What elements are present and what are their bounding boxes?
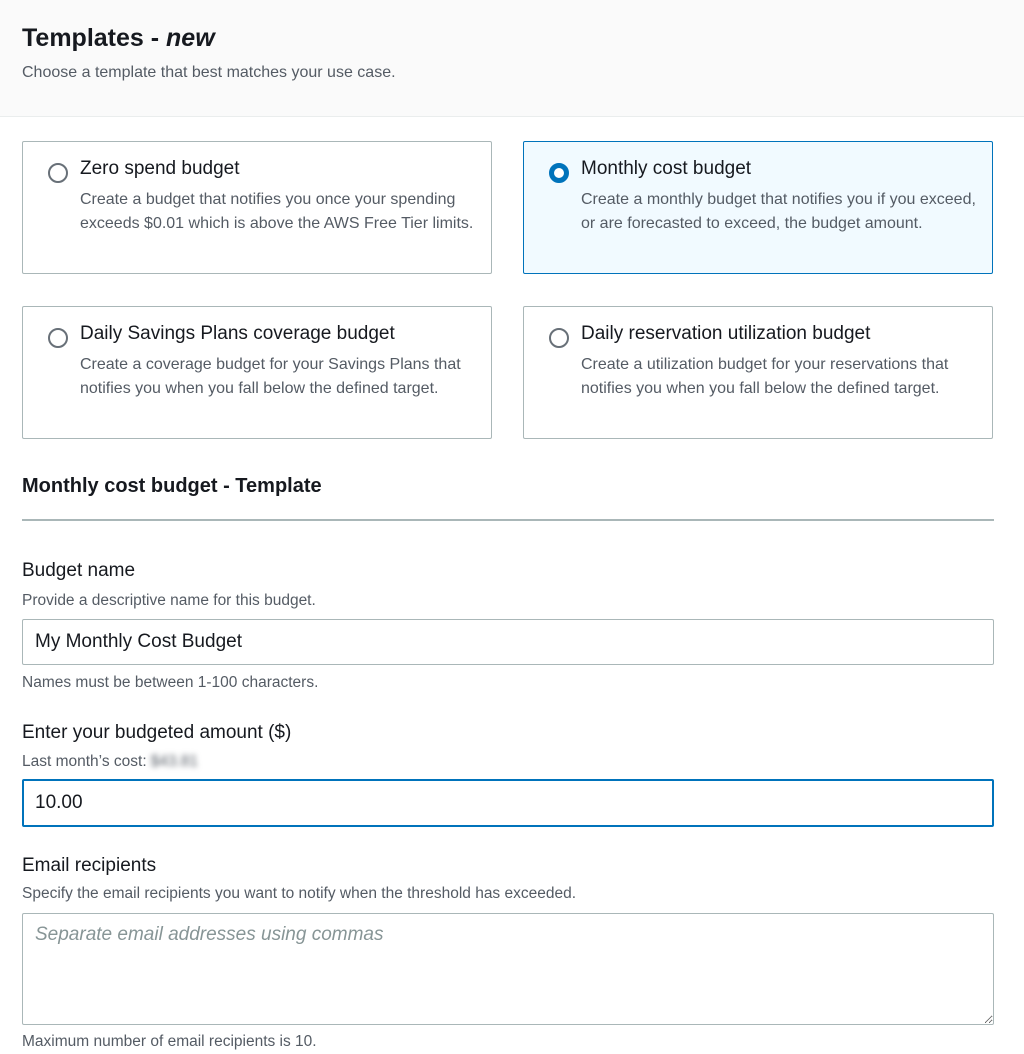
- budget-name-description: Provide a descriptive name for this budget.: [22, 592, 316, 609]
- tile-title: Monthly cost budget: [581, 158, 752, 179]
- last-month-cost: [22, 753, 198, 771]
- email-recipients-constraint: Maximum number of email recipients is 10.: [22, 1033, 317, 1050]
- budget-name-label: Budget name: [22, 560, 136, 581]
- budget-name-input[interactable]: [22, 619, 994, 665]
- template-tile-reservation-utilization[interactable]: [523, 306, 993, 439]
- templates-header: [0, 0, 1024, 117]
- budget-amount-input[interactable]: [22, 779, 994, 827]
- tile-description: Create a monthly budget that notifies you if you exceed, or are forecasted to exceed, the budget amount.: [581, 191, 976, 232]
- email-recipients-description: Specify the email recipients you want to notify when the threshold has exceeded.: [22, 885, 577, 902]
- header-description: Choose a template that best matches your use case.: [22, 64, 396, 81]
- tile-title: Zero spend budget: [80, 158, 240, 179]
- email-recipients-label: Email recipients: [22, 855, 157, 876]
- section-divider: [22, 519, 994, 521]
- tile-title: Daily Savings Plans coverage budget: [80, 323, 395, 344]
- last-month-cost-label: Last month’s cost:: [22, 753, 147, 770]
- page-title: Templates - new: [22, 24, 215, 52]
- radio-icon[interactable]: [549, 328, 569, 348]
- section-title: Monthly cost budget - Template: [22, 475, 322, 497]
- radio-icon[interactable]: [48, 328, 68, 348]
- budget-amount-label: Enter your budgeted amount ($): [22, 722, 292, 743]
- tile-description: Create a budget that notifies you once your spending exceeds $0.01 which is above the AWS Free Tier limits.: [80, 191, 474, 232]
- email-recipients-textarea[interactable]: [22, 913, 994, 1025]
- radio-icon[interactable]: [549, 163, 569, 183]
- template-tile-monthly-cost[interactable]: [523, 141, 993, 274]
- budget-name-constraint: Names must be between 1-100 characters.: [22, 674, 319, 691]
- template-tile-zero-spend[interactable]: [22, 141, 492, 274]
- template-tile-savings-plans-coverage[interactable]: [22, 306, 492, 439]
- tile-description: Create a utilization budget for your reservations that notifies you when you fall below the defined target.: [581, 356, 949, 397]
- new-badge: new: [166, 24, 215, 52]
- tile-description: Create a coverage budget for your Savings Plans that notifies you when you fall below the defined target.: [80, 356, 461, 397]
- radio-icon[interactable]: [48, 163, 68, 183]
- tile-title: Daily reservation utilization budget: [581, 323, 871, 344]
- last-month-cost-value: $43.81: [150, 753, 199, 770]
